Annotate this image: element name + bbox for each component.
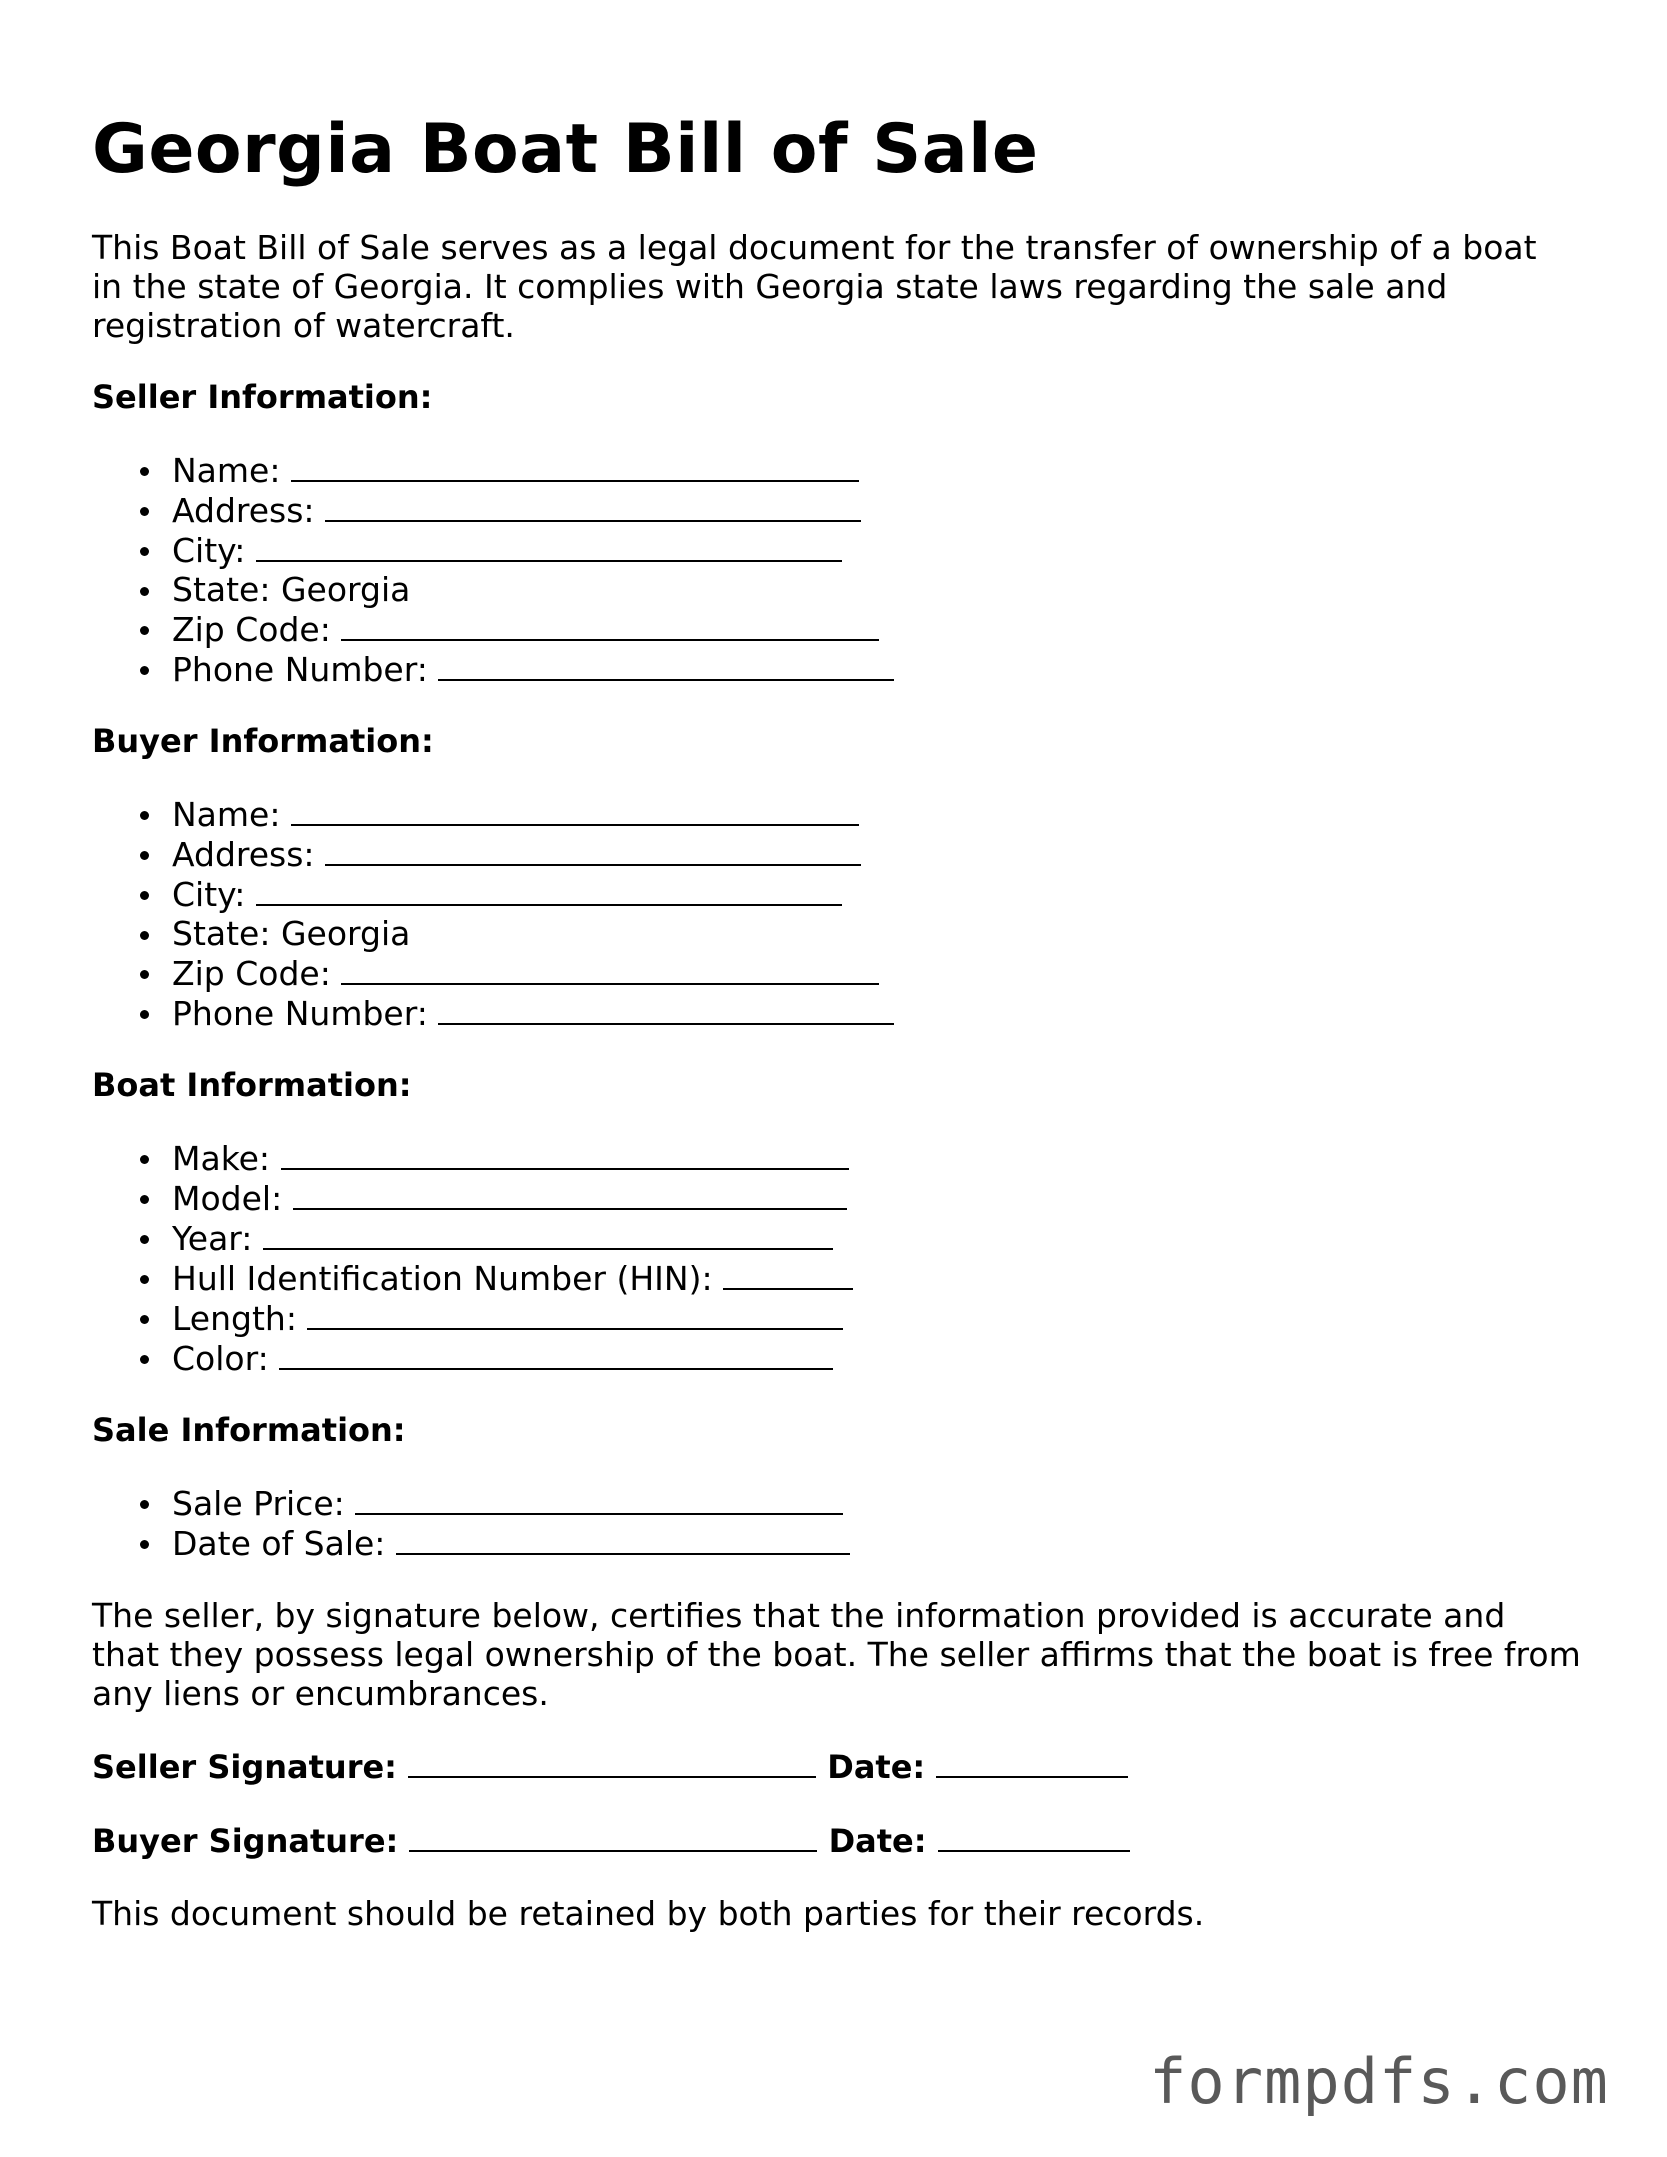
boat-length-label: Length:	[172, 1299, 297, 1338]
seller-zip-label: Zip Code:	[172, 610, 331, 649]
seller-section-heading: Seller Information:	[92, 378, 433, 416]
sale-date-blank[interactable]	[396, 1523, 850, 1555]
seller-fields-list	[92, 450, 1592, 689]
certification-paragraph: The seller, by signature below, certifies that the information provided is accurate and that they possess legal ownership of the boat. The seller affirms that the boat is free from any liens or encumbrances.	[92, 1596, 1581, 1713]
boat-year-blank[interactable]	[263, 1218, 833, 1250]
boat-hin-label: Hull Identification Number (HIN):	[172, 1259, 713, 1298]
sale-fields-list	[92, 1483, 1592, 1563]
retention-note: This document should be retained by both parties for their records.	[92, 1894, 1205, 1933]
buyer-name-item	[172, 794, 1592, 834]
seller-address-blank[interactable]	[325, 490, 861, 522]
sale-price-label: Sale Price:	[172, 1484, 345, 1523]
boat-color-blank[interactable]	[279, 1338, 833, 1370]
boat-color-label: Color:	[172, 1339, 269, 1378]
seller-date-blank[interactable]	[936, 1746, 1128, 1778]
seller-phone-label: Phone Number:	[172, 650, 428, 689]
boat-length-blank[interactable]	[307, 1298, 843, 1330]
boat-color-item	[172, 1338, 1592, 1378]
buyer-signature-line	[92, 1820, 1592, 1861]
buyer-city-item	[172, 874, 1592, 914]
buyer-address-item	[172, 834, 1592, 874]
seller-date-label: Date:	[827, 1748, 926, 1786]
boat-make-label: Make:	[172, 1139, 271, 1178]
buyer-date-blank[interactable]	[938, 1820, 1130, 1852]
boat-fields-list	[92, 1138, 1592, 1378]
seller-signature-blank[interactable]	[408, 1746, 816, 1778]
buyer-date-label: Date:	[828, 1822, 927, 1860]
seller-name-item	[172, 450, 1592, 490]
sale-date-item	[172, 1523, 1592, 1563]
buyer-address-label: Address:	[172, 835, 315, 874]
buyer-signature-blank[interactable]	[409, 1820, 817, 1852]
seller-zip-blank[interactable]	[341, 609, 879, 641]
seller-name-label: Name:	[172, 451, 281, 490]
buyer-section-heading: Buyer Information:	[92, 722, 434, 760]
buyer-zip-blank[interactable]	[341, 953, 879, 985]
buyer-address-blank[interactable]	[325, 834, 861, 866]
buyer-city-label: City:	[172, 875, 246, 914]
sale-section-heading: Sale Information:	[92, 1411, 406, 1449]
seller-state-text: State: Georgia	[172, 570, 411, 609]
boat-year-label: Year:	[172, 1219, 253, 1258]
boat-hin-item	[172, 1258, 1592, 1298]
boat-length-item	[172, 1298, 1592, 1338]
intro-paragraph: This Boat Bill of Sale serves as a legal document for the transfer of ownership of a boat in the state of Georgia. It complies with Georgia state laws regarding the sale and registration of watercraft.	[92, 228, 1537, 345]
sale-date-label: Date of Sale:	[172, 1524, 386, 1563]
buyer-phone-item	[172, 993, 1592, 1033]
watermark-text: formpdfs.com	[1149, 2045, 1609, 2118]
buyer-state-text: State: Georgia	[172, 914, 411, 953]
sale-price-item	[172, 1483, 1592, 1523]
buyer-signature-label: Buyer Signature:	[92, 1822, 399, 1860]
seller-address-label: Address:	[172, 491, 315, 530]
boat-model-item	[172, 1178, 1592, 1218]
document-page	[92, 110, 1592, 1933]
boat-year-item	[172, 1218, 1592, 1258]
boat-make-blank[interactable]	[281, 1138, 849, 1170]
buyer-phone-label: Phone Number:	[172, 994, 428, 1033]
document-title: Georgia Boat Bill of Sale	[92, 110, 1039, 189]
buyer-zip-label: Zip Code:	[172, 954, 331, 993]
seller-city-blank[interactable]	[256, 530, 842, 562]
seller-signature-line	[92, 1746, 1592, 1787]
seller-phone-blank[interactable]	[438, 649, 894, 681]
seller-name-blank[interactable]	[291, 450, 859, 482]
buyer-city-blank[interactable]	[256, 874, 842, 906]
seller-signature-label: Seller Signature:	[92, 1748, 397, 1786]
boat-model-label: Model:	[172, 1179, 283, 1218]
boat-hin-blank[interactable]	[723, 1258, 853, 1290]
buyer-name-blank[interactable]	[291, 794, 859, 826]
seller-city-label: City:	[172, 531, 246, 570]
boat-make-item	[172, 1138, 1592, 1178]
seller-state-item	[172, 570, 1592, 609]
boat-section-heading: Boat Information:	[92, 1066, 412, 1104]
buyer-phone-blank[interactable]	[438, 993, 894, 1025]
buyer-name-label: Name:	[172, 795, 281, 834]
seller-city-item	[172, 530, 1592, 570]
sale-price-blank[interactable]	[355, 1483, 843, 1515]
boat-model-blank[interactable]	[293, 1178, 847, 1210]
buyer-fields-list	[92, 794, 1592, 1033]
buyer-zip-item	[172, 953, 1592, 993]
buyer-state-item	[172, 914, 1592, 953]
seller-phone-item	[172, 649, 1592, 689]
seller-address-item	[172, 490, 1592, 530]
seller-zip-item	[172, 609, 1592, 649]
